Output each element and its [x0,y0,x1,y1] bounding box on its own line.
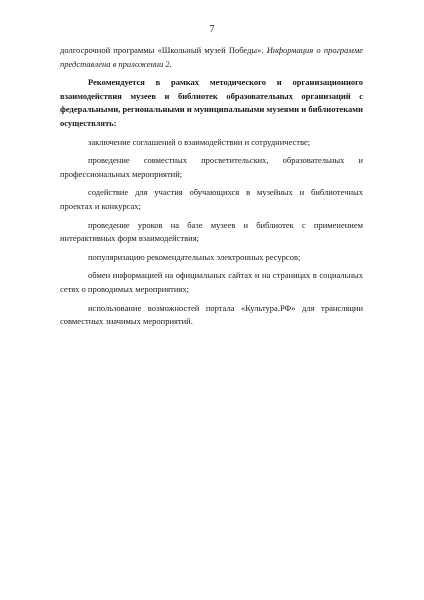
intro-info-note: Информация о программе представлена в приложении 2. [60,45,364,69]
list-item: содействие для участия обучающихся в музейных и библиотечных проектах и конкурсах; [60,187,363,211]
list-item: проведение уроков на базе музеев и библиотек с применением интерактивных форм взаимодействия; [60,219,363,244]
page-number: 7 [209,24,215,35]
list-item: заключение соглашений о взаимодействии и сотрудничестве; [88,136,311,147]
list-item: обмен информацией на официальных сайтах и на страницах в социальных сетях о проводимых мероприятиях; [60,270,363,294]
intro-paragraph [60,44,363,71]
recommendation-heading: Рекомендуется в рамках методического и организационного взаимодействия музеев и библиотек образовательных организаций с федеральными, региональными и муниципальными музеями и библиотеками осуществлять: [60,77,363,128]
list-item: проведение совместных просветительских, образовательных и профессиональных мероприятий; [60,155,363,179]
list-item: использование возможностей портала «Культура.РФ» для трансляции совместных значимых мероприятий. [60,302,363,327]
intro-text: долгосрочной программы «Школьный музей Победы». [60,45,264,55]
list-item: популяризацию рекомендательных электронных ресурсов; [88,251,301,262]
document-body [60,44,363,329]
